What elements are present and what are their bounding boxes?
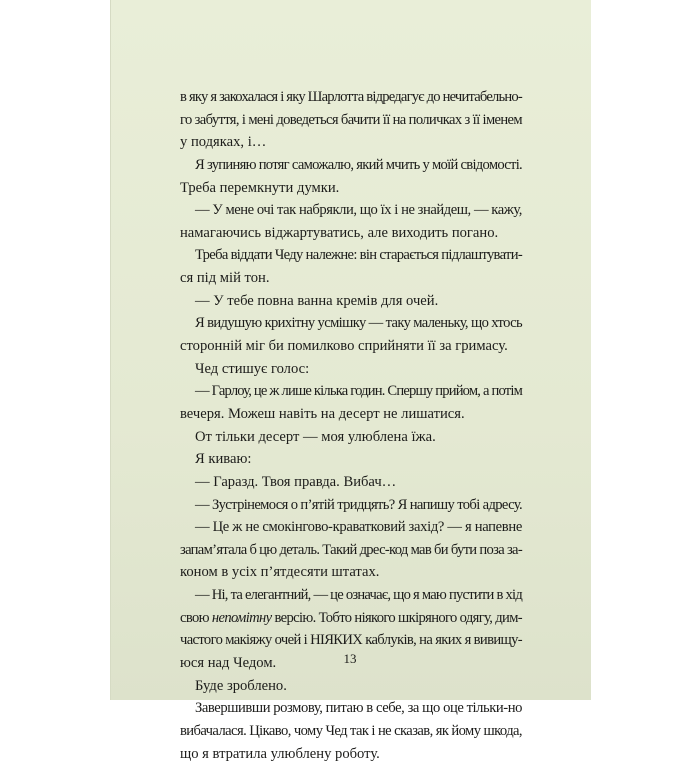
text-line: — Зустрінемося о п’ятій тридцять? Я напишу тобі адресу.	[195, 496, 522, 513]
paragraph	[180, 471, 522, 494]
text-line: Я зупиняю потяг саможалю, який мчить у моїй свідомості.	[195, 156, 522, 173]
text-line: Я видушую крихітну усмішку — таку маленьку, що хтось	[195, 315, 522, 332]
paragraph	[180, 312, 522, 357]
page-number: 13	[343, 651, 357, 666]
text-line: Чед стишує голос:	[195, 360, 310, 377]
paragraph	[180, 426, 522, 449]
text-line: сторонній міг би помилково сприйняти її за гримасу.	[180, 338, 508, 355]
paragraph	[180, 675, 522, 698]
paragraph	[180, 697, 522, 765]
paragraph	[180, 199, 522, 244]
text-line: Буде зроблено.	[195, 677, 287, 694]
paragraph	[180, 448, 522, 471]
text-line: частого макіяжу очей і НІЯКИХ каблуків, на яких я вивищу-	[180, 632, 522, 649]
text-line: — Гарлоу, це ж лише кілька годин. Спершу прийом, а потім	[195, 383, 522, 400]
text-line: Я киваю:	[195, 451, 252, 468]
text-line: Завершивши розмову, питаю в себе, за що оце тільки-но	[195, 700, 522, 717]
text-line: — У тебе повна ванна кремів для очей.	[195, 292, 439, 309]
text-line: — У мене очі так набрякли, що їх і не знайдеш, — кажу,	[195, 202, 522, 219]
text-line: го забуття, і мені доведеться бачити її на поличках з її іменем	[180, 111, 522, 128]
paragraph	[180, 290, 522, 313]
paragraph	[180, 380, 522, 425]
text-line: Треба перемкнути думки.	[180, 179, 340, 196]
text-line: вибачалася. Цікаво, чому Чед так і не сказав, як йому шкода,	[180, 722, 522, 739]
paragraph	[180, 244, 522, 289]
paragraph	[180, 154, 522, 199]
paragraph	[180, 516, 522, 584]
paragraph	[180, 358, 522, 381]
paragraph	[180, 494, 522, 517]
text-line: От тільки десерт — моя улюблена їжа.	[195, 428, 436, 445]
text-line: запам’ятала б цю деталь. Такий дрес-код мав би бути поза за-	[180, 541, 522, 558]
text-line: намагаючись віджартуватись, але виходить погано.	[180, 224, 499, 241]
text-line: коном в усіх п’ятдесяти штатах.	[180, 564, 380, 581]
text-line: — Це ж не смокінгово-краватковий захід? — я напевне	[195, 519, 522, 536]
text-line: — Гаразд. Твоя правда. Вибач…	[195, 473, 397, 490]
text-line: вечеря. Можеш навіть на десерт не лишатися.	[180, 405, 465, 422]
text-line: свою непомітну версію. Тобто ніякого шкіряного одягу, дим-	[180, 609, 522, 626]
text-line: ся під мій тон.	[180, 270, 270, 287]
text-line: що я втратила улюблену роботу.	[180, 745, 380, 762]
text-line: юся над Чедом.	[180, 655, 277, 672]
text-line: у подяках, і…	[180, 134, 267, 151]
text-line: — Ні, та елегантний, — це означає, що я маю пустити в хід	[195, 587, 522, 604]
text-line: Треба віддати Чеду належне: він старається підлаштувати-	[195, 247, 522, 264]
text-line: в яку я закохалася і яку Шарлотта відредагує до нечитабельно-	[180, 89, 522, 105]
paragraph	[180, 86, 522, 154]
